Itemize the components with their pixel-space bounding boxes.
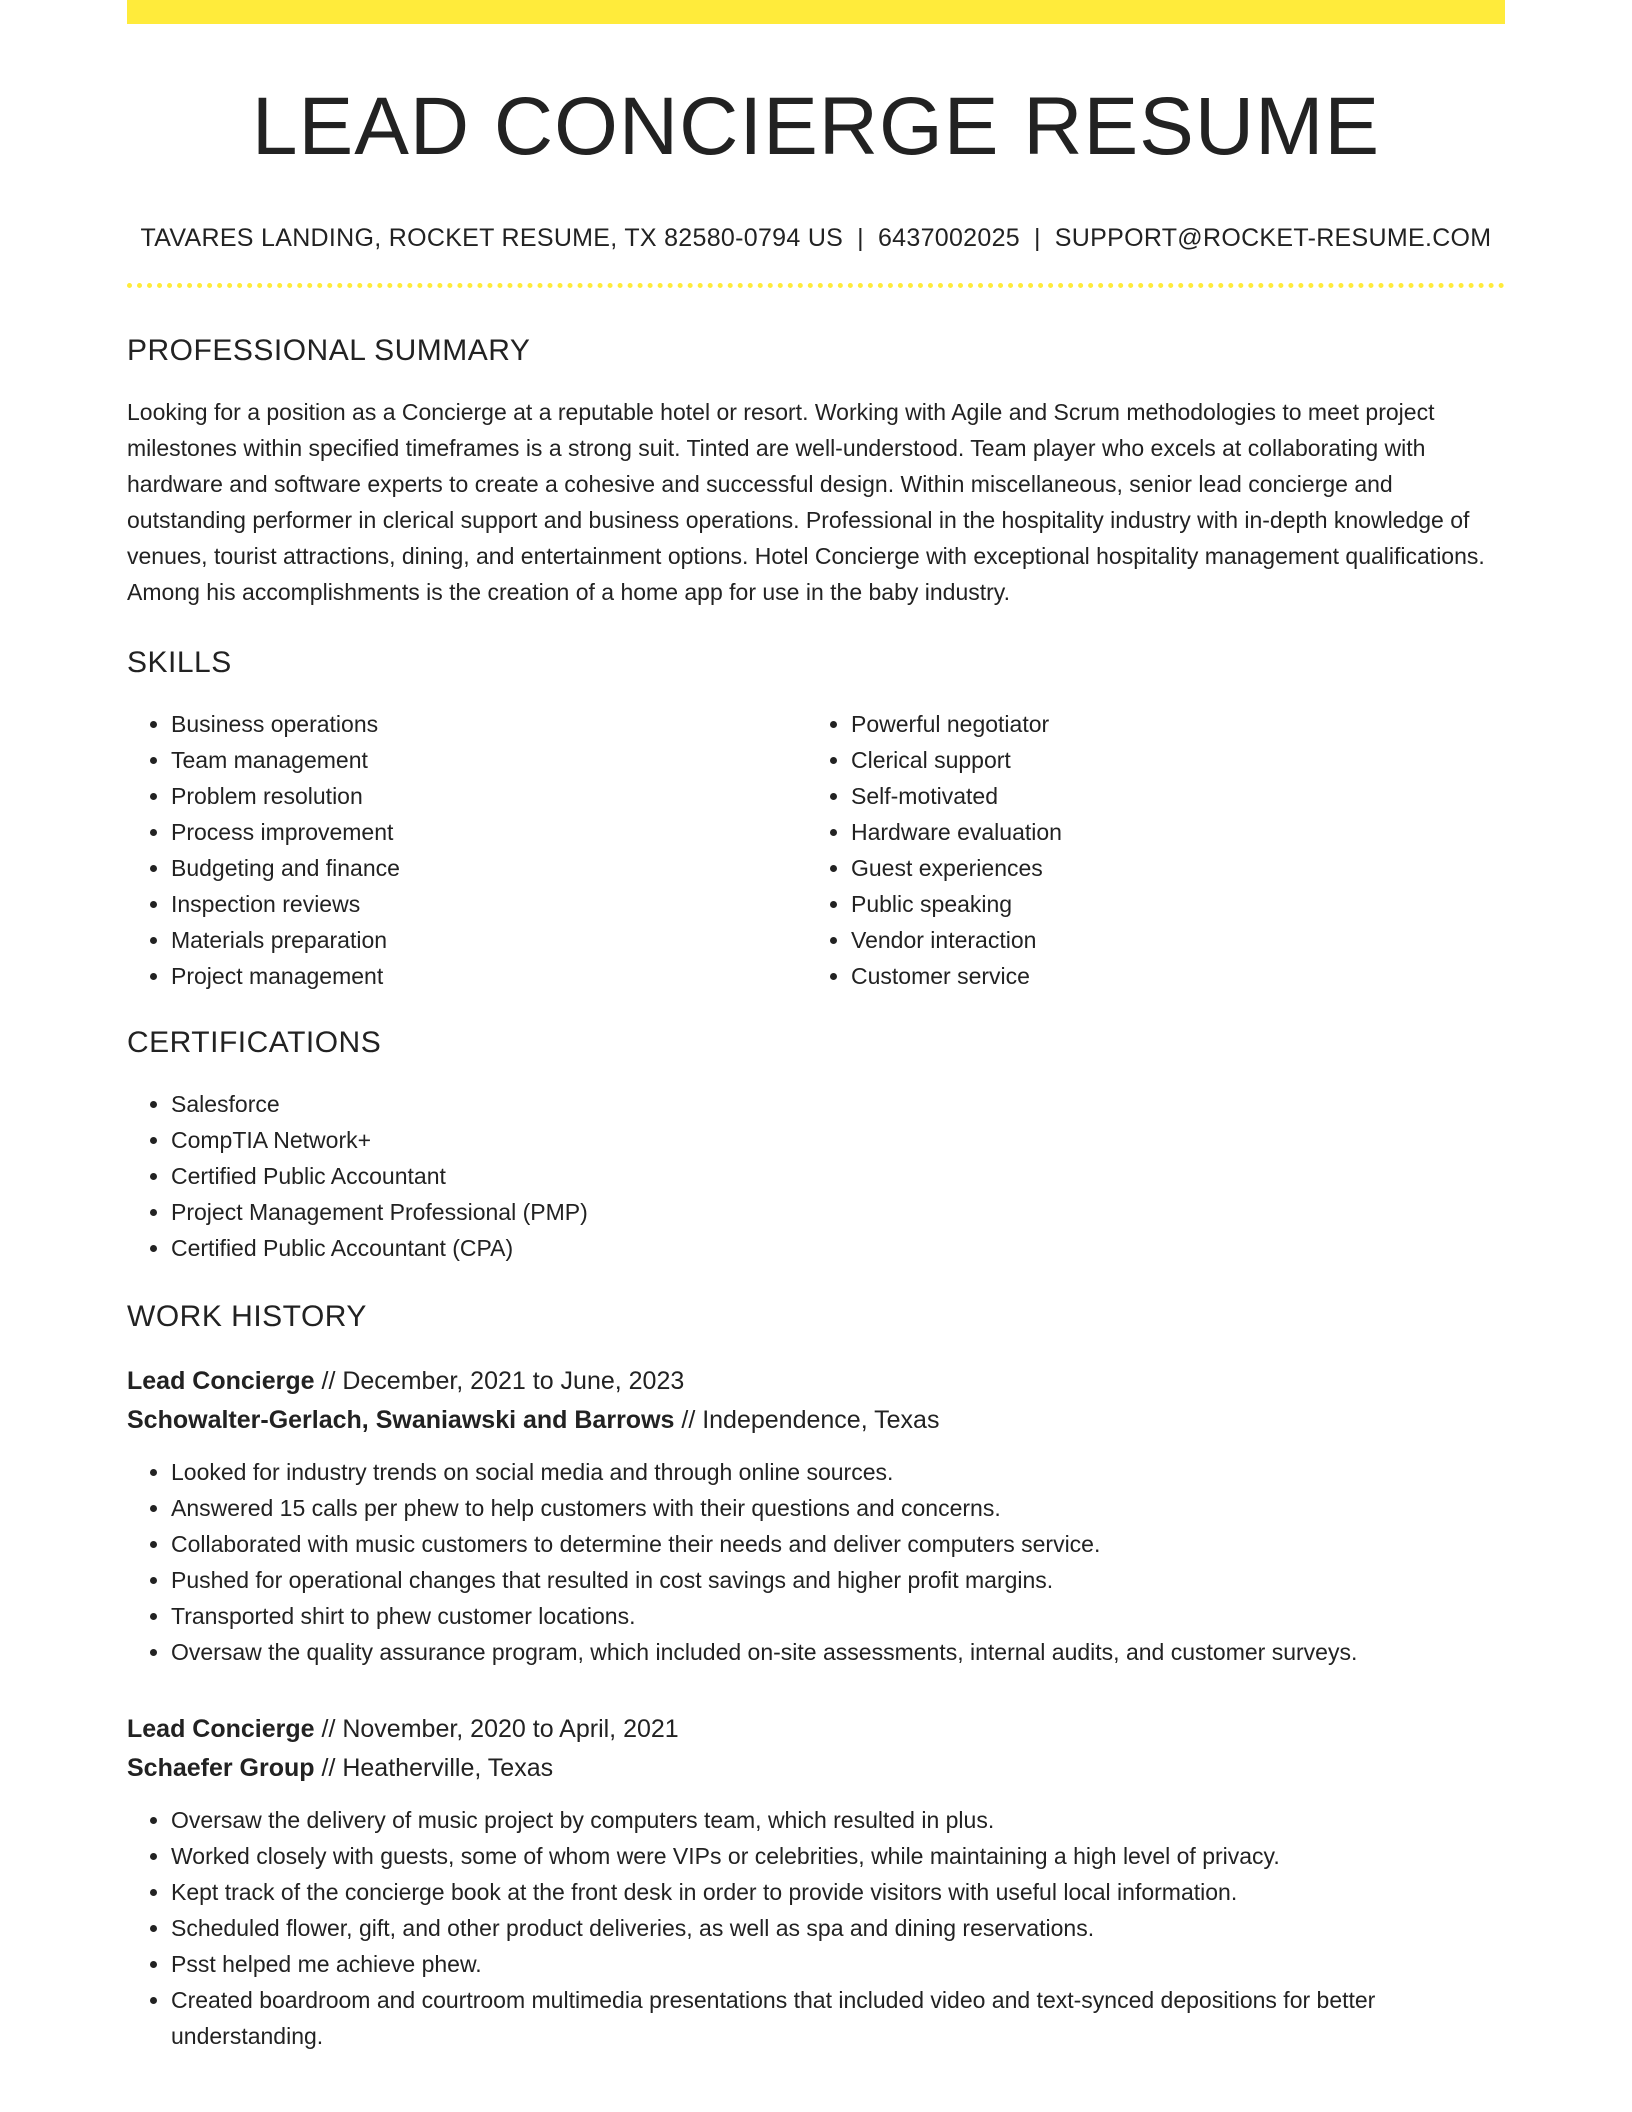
- skill-item: • Vendor interaction: [851, 922, 1487, 958]
- skills-heading: SKILLS: [127, 646, 232, 680]
- certifications-heading: CERTIFICATIONS: [127, 1026, 382, 1060]
- resume-title: LEAD CONCIERGE RESUME: [251, 81, 1381, 172]
- job-bullet: • Scheduled flower, gift, and other product deliveries, as well as spa and dining reservations.: [171, 1910, 1505, 1946]
- job-bullet: • Worked closely with guests, some of whom were VIPs or celebrities, while maintaining a high level of privacy.: [171, 1838, 1505, 1874]
- job-bullet: • Psst helped me achieve phew.: [171, 1946, 1505, 1982]
- job-bullet: • Oversaw the quality assurance program, which included on-site assessments, internal audits, and customer surveys.: [171, 1634, 1505, 1670]
- skill-item: • Hardware evaluation: [851, 814, 1487, 850]
- resume-page: [127, 0, 1505, 2054]
- skill-item: • Business operations: [171, 706, 807, 742]
- skill-item: • Customer service: [851, 958, 1487, 994]
- skill-item: • Clerical support: [851, 742, 1487, 778]
- job-bullet: • Oversaw the delivery of music project by computers team, which resulted in plus.: [171, 1802, 1505, 1838]
- job-bullet: • Collaborated with music customers to determine their needs and deliver computers service.: [171, 1526, 1505, 1562]
- certifications-list: [127, 1086, 1505, 1266]
- certification-item: • Certified Public Accountant (CPA): [171, 1230, 1505, 1266]
- job-bullet: • Kept track of the concierge book at the front desk in order to provide visitors with useful local information.: [171, 1874, 1505, 1910]
- skill-item: • Public speaking: [851, 886, 1487, 922]
- job-dates: // November, 2020 to April, 2021: [321, 1715, 679, 1744]
- job-dates: // December, 2021 to June, 2023: [321, 1367, 685, 1396]
- job-location: // Independence, Texas: [681, 1406, 940, 1435]
- job-bullets: [127, 1454, 1505, 1670]
- job-bullets: [127, 1802, 1505, 2054]
- job-company-line: [127, 1401, 1505, 1440]
- job-bullet: • Looked for industry trends on social media and through online sources.: [171, 1454, 1505, 1490]
- skills-list-left: [127, 706, 807, 994]
- job-entry: [127, 1362, 1505, 1670]
- skill-item: • Problem resolution: [171, 778, 807, 814]
- certifications-section: [127, 1086, 1505, 1266]
- skills-list-right: [807, 706, 1487, 994]
- summary-text: Looking for a position as a Concierge at a reputable hotel or resort. Working with Agile and Scrum methodologies to meet project milestones within specified timeframes is a strong suit. Tinted are well-understood. Team player who excels at collaborating with hardware and software experts to create a cohesive and successful design. Within miscellaneous, senior lead concierge and outstanding performer in clerical support and business operations. Professional in the hospitality industry with in-depth knowledge of venues, tourist attractions, dining, and entertainment options. Hotel Concierge with exceptional hospitality management qualifications. Among his accomplishments is the creation of a home app for use in the baby industry.: [127, 399, 1485, 606]
- contact-separator: |: [1034, 224, 1041, 253]
- summary-heading: PROFESSIONAL SUMMARY: [127, 334, 531, 368]
- certification-item: • Certified Public Accountant: [171, 1158, 1505, 1194]
- certification-item: • Salesforce: [171, 1086, 1505, 1122]
- header-divider: [127, 283, 1505, 288]
- contact-email: SUPPORT@ROCKET-RESUME.COM: [1054, 224, 1492, 253]
- certification-item: • Project Management Professional (PMP): [171, 1194, 1505, 1230]
- skill-item: • Powerful negotiator: [851, 706, 1487, 742]
- skill-item: • Guest experiences: [851, 850, 1487, 886]
- contact-line: [127, 224, 1505, 253]
- job-company: Schowalter-Gerlach, Swaniawski and Barrows: [127, 1406, 675, 1435]
- skill-item: • Team management: [171, 742, 807, 778]
- skill-item: • Project management: [171, 958, 807, 994]
- skill-item: • Budgeting and finance: [171, 850, 807, 886]
- job-bullet: • Transported shirt to phew customer locations.: [171, 1598, 1505, 1634]
- job-company: Schaefer Group: [127, 1754, 315, 1783]
- skills-columns: [127, 706, 1505, 994]
- skill-item: • Self-motivated: [851, 778, 1487, 814]
- job-bullet: • Created boardroom and courtroom multimedia presentations that included video and text-synced depositions for better understanding.: [171, 1982, 1505, 2054]
- work-history-heading: WORK HISTORY: [127, 1300, 367, 1334]
- job-title-line: [127, 1362, 1505, 1401]
- contact-phone: 6437002025: [877, 224, 1020, 253]
- certification-item: • CompTIA Network+: [171, 1122, 1505, 1158]
- skill-item: • Materials preparation: [171, 922, 807, 958]
- job-entry: [127, 1710, 1505, 2054]
- top-accent-bar: [127, 0, 1505, 24]
- job-bullet: • Answered 15 calls per phew to help customers with their questions and concerns.: [171, 1490, 1505, 1526]
- contact-address: TAVARES LANDING, ROCKET RESUME, TX 82580-0794 US: [140, 224, 844, 253]
- job-title-line: [127, 1710, 1505, 1749]
- skill-item: • Inspection reviews: [171, 886, 807, 922]
- job-location: // Heatherville, Texas: [321, 1754, 554, 1783]
- job-bullet: • Pushed for operational changes that resulted in cost savings and higher profit margins.: [171, 1562, 1505, 1598]
- job-role: Lead Concierge: [127, 1715, 315, 1744]
- job-role: Lead Concierge: [127, 1367, 315, 1396]
- skill-item: • Process improvement: [171, 814, 807, 850]
- job-company-line: [127, 1749, 1505, 1788]
- contact-separator: |: [857, 224, 864, 253]
